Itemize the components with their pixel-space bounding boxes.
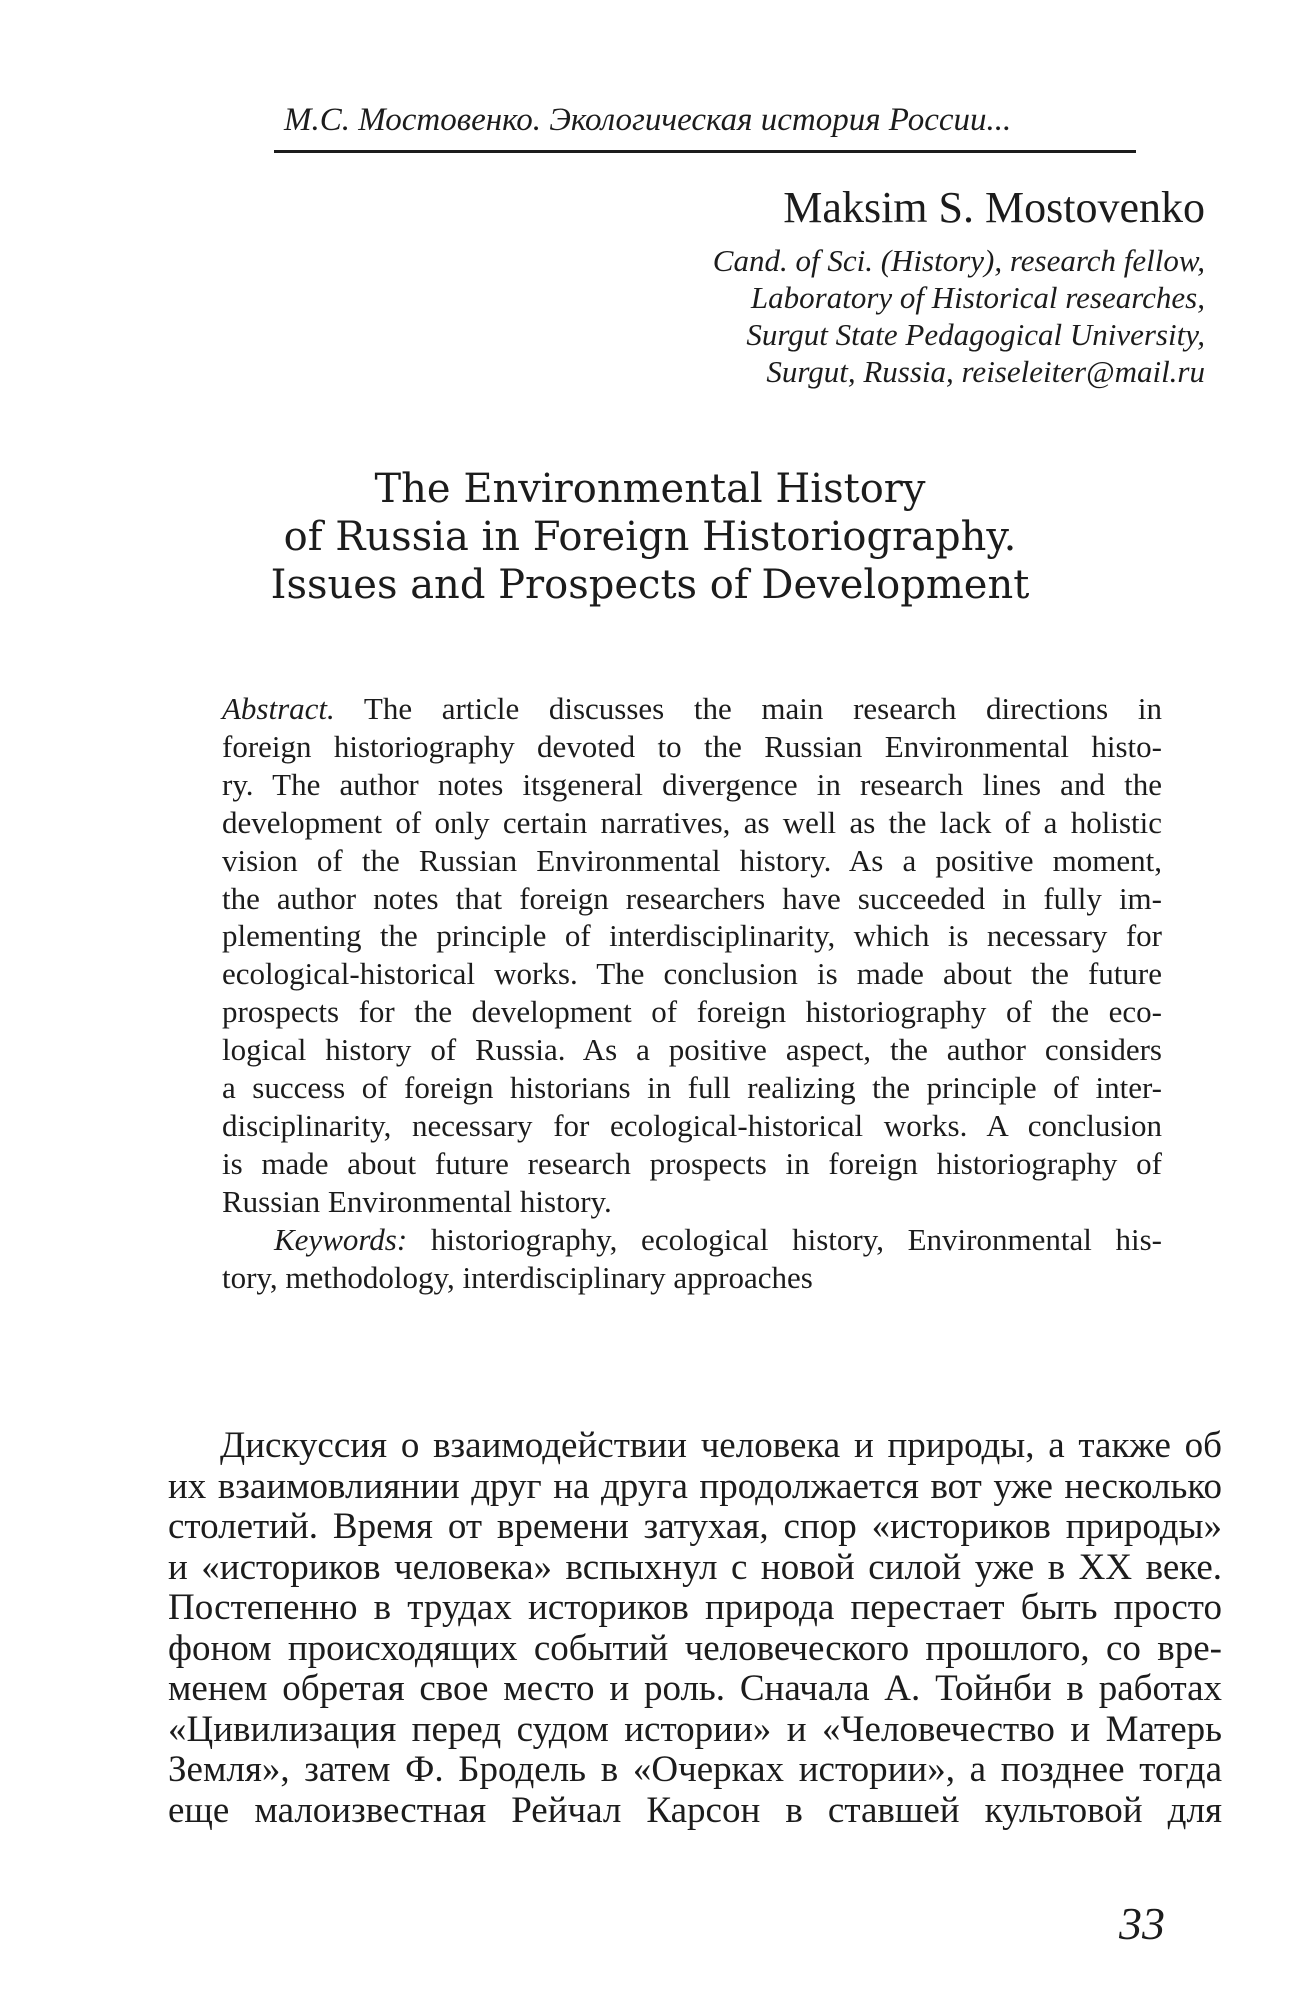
affiliation-line: Cand. of Sci. (History), research fellow,	[712, 243, 1205, 278]
header-rule	[274, 150, 1136, 153]
body-line: Постепенно в трудах историков природа перестает быть просто	[168, 1587, 1222, 1628]
title-line: The Environmental History	[374, 466, 926, 512]
author-block	[713, 180, 1205, 390]
abstract-line: Russian Environmental history.	[222, 1183, 612, 1219]
abstract-line: plementing the principle of interdisciplinarity, which is necessary for	[222, 918, 1162, 954]
affiliation-line: Surgut, Russia, reiseleiter@mail.ru	[766, 354, 1205, 389]
body-line: Земля», затем Ф. Бродель в «Очерках истории», а позднее тогда	[168, 1749, 1222, 1790]
title-line: Issues and Prospects of Development	[270, 562, 1030, 608]
keywords-line: tory, methodology, interdisciplinary approaches	[222, 1259, 813, 1295]
body-line: «Цивилизация перед судом истории» и «Человечество и Матерь	[168, 1708, 1222, 1750]
abstract-line: vision of the Russian Environmental history. As a positive moment,	[222, 842, 1162, 878]
body-line: Дискуссия о взаимодействии человека и природы, а также об	[220, 1425, 1222, 1466]
abstract-line: logical history of Russia. As a positive aspect, the author considers	[222, 1032, 1162, 1068]
keywords-label: Keywords:	[274, 1221, 408, 1257]
body-line: столетий. Время от времени затухая, спор «историков природы»	[168, 1506, 1222, 1547]
title-line: of Russia in Foreign Historiography.	[283, 514, 1017, 560]
abstract-line	[222, 690, 1162, 728]
abstract-line: ry. The author notes itsgeneral divergence in research lines and the	[222, 766, 1162, 802]
abstract-line: is made about future research prospects in foreign historiography of	[222, 1145, 1162, 1181]
abstract-label: Abstract.	[222, 691, 335, 726]
keywords-line	[222, 1221, 1162, 1259]
article-title	[180, 465, 1120, 609]
abstract-line: ecological-historical works. The conclusion is made about the future	[222, 956, 1162, 992]
affiliation-line: Surgut State Pedagogical University,	[746, 317, 1205, 352]
abstract	[222, 690, 1162, 1297]
abstract-line: the author notes that foreign researchers have succeeded in fully im-	[222, 880, 1162, 916]
page-number: 33	[1119, 1898, 1165, 1949]
body-line: их взаимовлиянии друг на друга продолжается вот уже несколько	[168, 1465, 1222, 1507]
abstract-line: a success of foreign historians in full realizing the principle of inter-	[222, 1070, 1162, 1106]
abstract-line: disciplinarity, necessary for ecological-historical works. A conclusion	[222, 1107, 1162, 1143]
affiliation-line: Laboratory of Historical researches,	[750, 280, 1205, 315]
body-line: менем обретая свое место и роль. Сначала А. Тойнби в работах	[168, 1668, 1222, 1709]
abstract-line: prospects for the development of foreign historiography of the eco-	[222, 994, 1162, 1030]
abstract-text: The article discusses the main research directions in	[334, 691, 1162, 726]
author-name: Maksim S. Mostovenko	[783, 183, 1205, 232]
body-line: еще малоизвестная Рейчал Карсон в ставшей культовой для	[168, 1789, 1222, 1831]
body-paragraph	[168, 1426, 1222, 1831]
keywords-text: historiography, ecological history, Environmental his-	[407, 1221, 1162, 1257]
abstract-line: development of only certain narratives, as well as the lack of a holistic	[222, 804, 1162, 840]
running-head: М.С. Мостовенко. Экологическая история России...	[284, 102, 1012, 138]
body-line: фоном происходящих событий человеческого прошлого, со вре-	[168, 1627, 1222, 1669]
body-line: и «историков человека» вспыхнул с новой силой уже в XX веке.	[168, 1546, 1222, 1588]
abstract-line: foreign historiography devoted to the Russian Environmental histo-	[222, 728, 1162, 764]
